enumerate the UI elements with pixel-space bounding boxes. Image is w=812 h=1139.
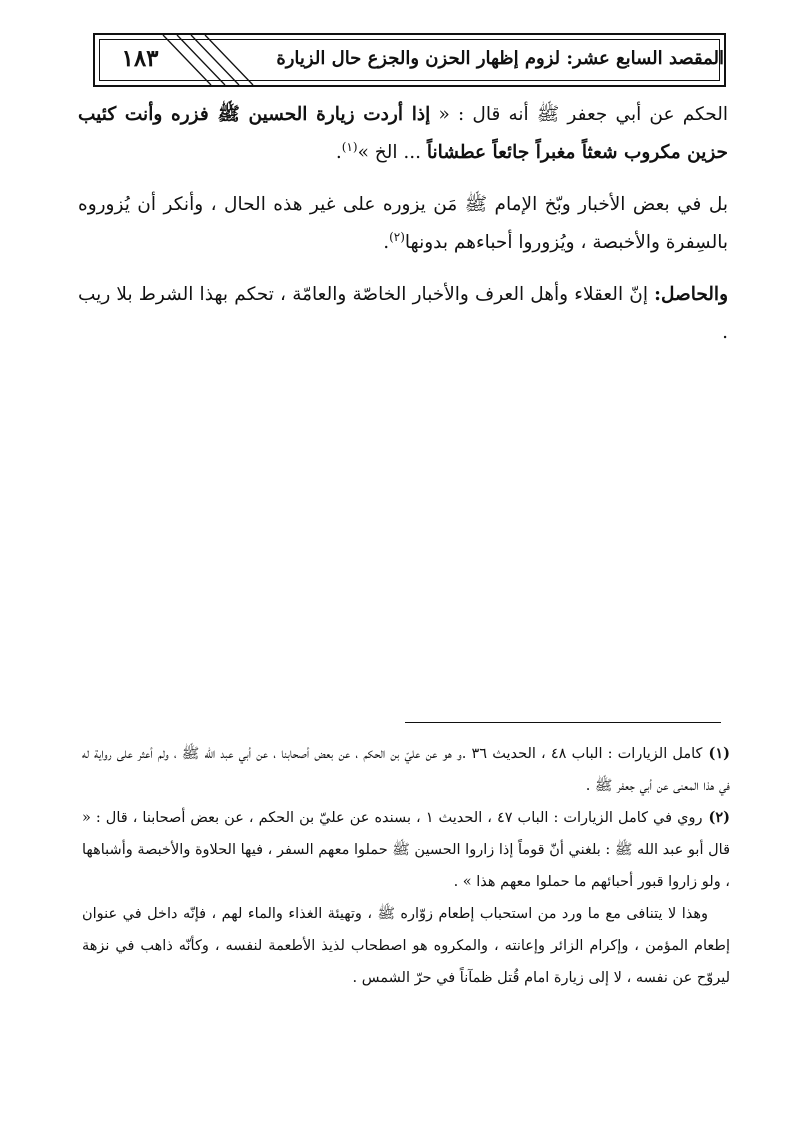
footnote-1-number: (١) [708, 745, 730, 762]
p2-text: بل في بعض الأخبار وبّخ الإمام ﷺ مَن يزوره على غير هذه الحال ، وأنكر أن يُزوروه بالسِفرة والأخبصة ، ويُزوروا أحباءهم بدونها [78, 194, 728, 253]
footnote-1 [82, 738, 730, 802]
footnote-2-text: روي في كامل الزيارات : الباب ٤٧ ، الحديث ١ ، بسنده عن عليّ بن الحكم ، عن بعض أصحابنا ، قال : « قال أبو عبد الله ﷺ : بلغني أنّ قوماً إذا زاروا الحسين ﷺ حملوا معهم السفر ، فيها الحلاوة والأخبصة وأشباهها ، ولو زاروا قبور أحبائهم ما حملوا معهم هذا » . [82, 810, 730, 890]
main-text [78, 96, 728, 366]
footnote-separator [405, 722, 721, 723]
running-header-title: المقصد السابع عشر: لزوم إظهار الحزن والجزع حال الزيارة [276, 47, 724, 69]
footnote-2-number: (٢) [708, 809, 730, 826]
p2-period: . [383, 232, 390, 253]
p3-text: إنّ العقلاء وأهل العرف والأخبار الخاصّة والعامّة ، تحكم بهذا الشرط بلا ريب . [78, 284, 728, 343]
p1-quote-bold: إذا أردت زيارة الحسين ﷺ فزره وأنت كئيب حزين مكروب شعثاً مغبراً جائعاً عطشاناً [78, 104, 728, 163]
footnote-ref-1[interactable]: (١) [341, 139, 358, 154]
paragraph-3 [78, 276, 728, 352]
footnote-2 [82, 802, 730, 898]
p1-quote-end: ... الخ » [357, 142, 427, 163]
p3-lead-bold: والحاصل: [654, 284, 729, 305]
page-number: ١٨٣ [121, 44, 159, 72]
footnote-1-text: كامل الزيارات : الباب ٤٨ ، الحديث ٣٦ .و هو عن عليّ بن الحكم ، عن بعض أصحابنا ، عن أبي عبد الله ﷺ ، ولم أعثر على رواية له في هذا المعنى عن أبي جعفر ﷺ . [82, 746, 730, 794]
p1-period: . [335, 142, 342, 163]
p1-intro: الحكم عن أبي جعفر ﷺ أنه قال : « [430, 104, 728, 125]
footnote-2-continuation: وهذا لا يتنافى مع ما ورد من استحباب إطعام زوّاره ﷺ ، وتهيئة الغذاء والماء لهم ، فإنّه داخل في عنوان إطعام المؤمن ، وإكرام الزائر وإعانته ، والمكروه هو اصطحاب لذيذ الأطعمة لنفسه ، وكأنّه ذاهب في نزهة ليروّح عن نفسه ، لا إلى زيارة امام قُتل ظمآناً في حرّ الشمس . [82, 906, 730, 986]
paragraph-1 [78, 96, 728, 172]
paragraph-2 [78, 186, 728, 262]
footnotes [82, 738, 730, 994]
footnote-ref-2[interactable]: (٢) [389, 229, 405, 244]
